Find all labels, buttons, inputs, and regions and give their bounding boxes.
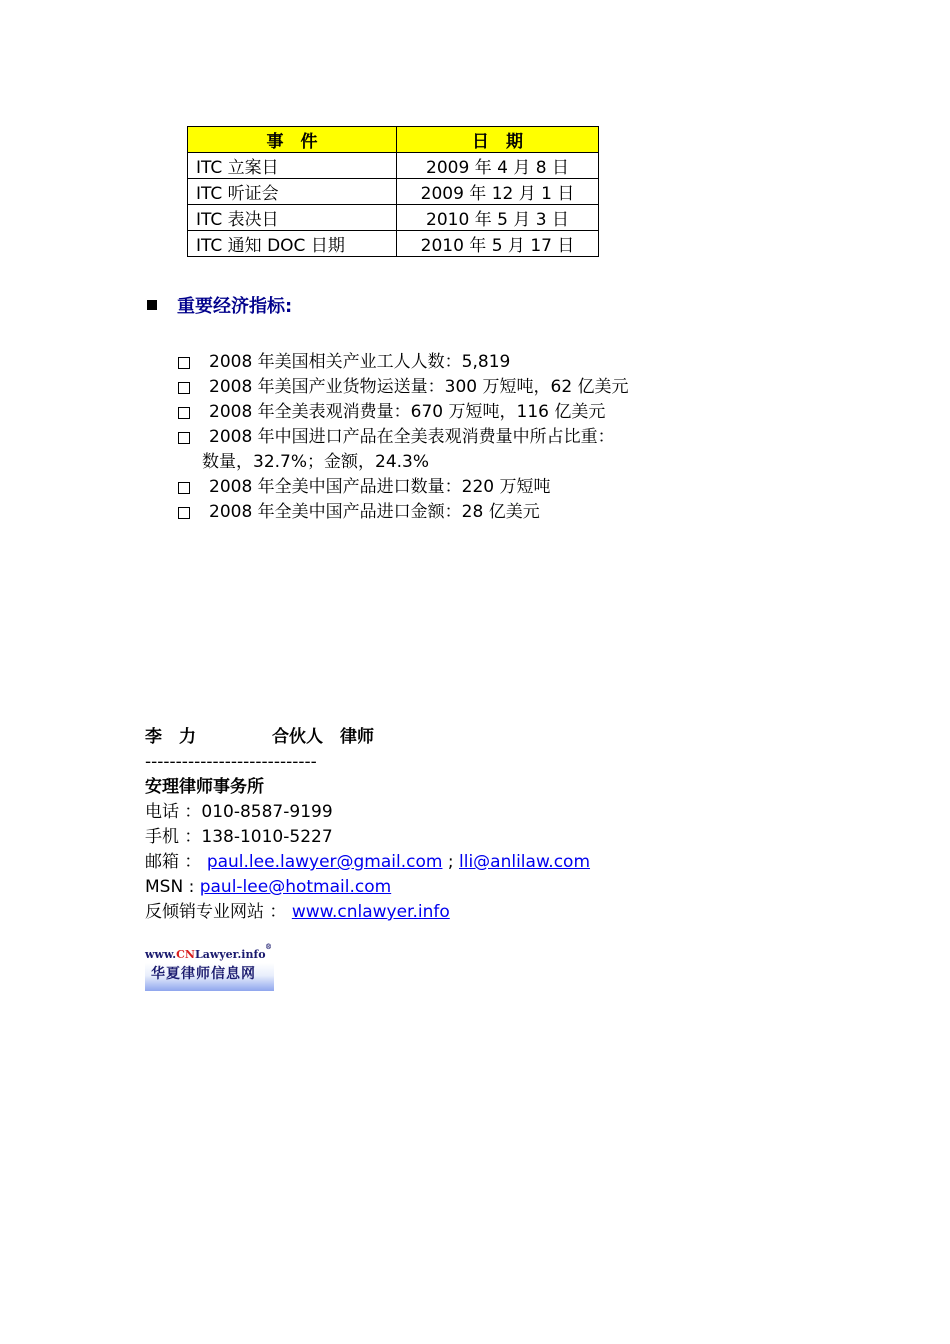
email-link-gmail[interactable]: paul.lee.lawyer@gmail.com: [206, 852, 443, 872]
mobile-line: [145, 825, 590, 850]
msn-label: MSN :: [145, 877, 200, 897]
checkbox-bullet-icon: [178, 507, 190, 519]
date-cell: 2010 年 5 月 17 日: [397, 231, 599, 257]
indicator-text: 2008 年全美中国产品进口数量：220 万短吨: [209, 477, 551, 497]
email-separator: ;: [442, 852, 459, 872]
event-cell: ITC 立案日: [188, 153, 397, 179]
indicator-text: 2008 年美国相关产业工人人数：5,819: [209, 352, 511, 372]
website-line: [145, 900, 590, 925]
mobile-label: 手机 ：: [145, 827, 202, 847]
indicator-continuation: 数量，32.7%；金额，24.3%: [202, 452, 430, 472]
cnlawyer-logo[interactable]: [145, 942, 274, 993]
table-row: [188, 179, 599, 205]
event-cell: ITC 表决日: [188, 205, 397, 231]
event-cell: ITC 听证会: [188, 179, 397, 205]
indicator-text: 2008 年全美表观消费量：670 万短吨，116 亿美元: [209, 402, 606, 422]
msn-line: [145, 875, 590, 900]
firm-name: 安理律师事务所: [145, 777, 264, 797]
name-line: [145, 725, 590, 750]
section-heading: [147, 292, 292, 318]
logo-subtitle: 华夏律师信息网: [145, 963, 274, 991]
logo-url-text: www.CNLawyer.info ®: [145, 942, 272, 961]
table-header-row: [188, 127, 599, 153]
website-label: 反倾销专业网站 ：: [145, 902, 287, 922]
email-line: [145, 850, 590, 875]
list-item: [178, 500, 738, 525]
checkbox-bullet-icon: [178, 357, 190, 369]
date-cell: 2009 年 12 月 1 日: [397, 179, 599, 205]
checkbox-bullet-icon: [178, 482, 190, 494]
lawyer-title: 合伙人 律师: [272, 727, 374, 747]
indicator-text: 2008 年全美中国产品进口金额：28 亿美元: [209, 502, 540, 522]
contact-block: [145, 725, 590, 925]
indicator-text: 2008 年美国产业货物运送量：300 万短吨，62 亿美元: [209, 377, 629, 397]
list-item: [178, 375, 738, 400]
mobile-number: 138-1010-5227: [201, 827, 333, 847]
email-label: 邮箱 ：: [145, 852, 202, 872]
list-item: [178, 475, 738, 500]
section-title: 重要经济指标:: [177, 296, 293, 317]
separator-line: ----------------------------: [145, 752, 317, 772]
msn-link[interactable]: paul-lee@hotmail.com: [199, 877, 392, 897]
list-item: [178, 425, 738, 450]
list-item: [178, 350, 738, 375]
table-row: [188, 153, 599, 179]
indicator-text: 2008 年中国进口产品在全美表观消费量中所占比重：: [209, 427, 615, 447]
checkbox-bullet-icon: [178, 407, 190, 419]
square-bullet-icon: [147, 300, 157, 310]
date-cell: 2009 年 4 月 8 日: [397, 153, 599, 179]
date-cell: 2010 年 5 月 3 日: [397, 205, 599, 231]
phone-label: 电话 ：: [145, 802, 202, 822]
header-event: 事 件: [188, 127, 397, 153]
events-table: [187, 126, 599, 257]
event-cell: ITC 通知 DOC 日期: [188, 231, 397, 257]
header-date: 日 期: [397, 127, 599, 153]
table-row: [188, 205, 599, 231]
phone-line: [145, 800, 590, 825]
indicator-list: [178, 350, 738, 525]
email-link-anlilaw[interactable]: lli@anlilaw.com: [459, 852, 591, 872]
phone-number: 010-8587-9199: [201, 802, 333, 822]
website-link[interactable]: www.cnlawyer.info: [291, 902, 450, 922]
list-item: [178, 400, 738, 425]
checkbox-bullet-icon: [178, 382, 190, 394]
table-row: [188, 231, 599, 257]
checkbox-bullet-icon: [178, 432, 190, 444]
lawyer-name: 李 力: [145, 727, 196, 747]
